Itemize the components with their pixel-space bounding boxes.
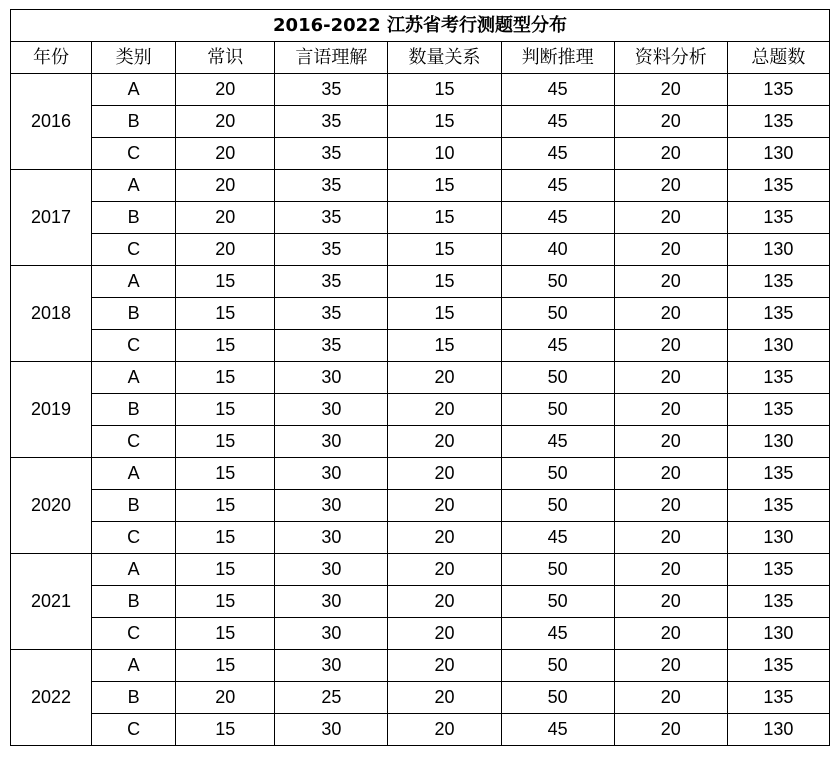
value-cell: 15 (388, 298, 501, 330)
value-cell: 45 (501, 170, 614, 202)
value-cell: 45 (501, 714, 614, 746)
year-cell: 2021 (11, 554, 92, 650)
table-row (11, 362, 830, 394)
value-cell: 20 (176, 170, 275, 202)
value-cell: 20 (388, 522, 501, 554)
header-total: 总题数 (727, 42, 829, 74)
value-cell: 130 (727, 330, 829, 362)
value-cell: 30 (275, 586, 388, 618)
table-row (11, 394, 830, 426)
value-cell: 45 (501, 74, 614, 106)
table-row (11, 330, 830, 362)
value-cell: 20 (388, 586, 501, 618)
table-row (11, 170, 830, 202)
category-cell: C (92, 618, 176, 650)
category-cell: A (92, 458, 176, 490)
header-category: 类别 (92, 42, 176, 74)
category-cell: A (92, 74, 176, 106)
value-cell: 20 (614, 426, 727, 458)
table-row (11, 426, 830, 458)
header-reasoning: 判断推理 (501, 42, 614, 74)
value-cell: 135 (727, 74, 829, 106)
value-cell: 20 (614, 138, 727, 170)
value-cell: 135 (727, 682, 829, 714)
value-cell: 130 (727, 426, 829, 458)
value-cell: 15 (388, 106, 501, 138)
value-cell: 20 (614, 330, 727, 362)
value-cell: 130 (727, 618, 829, 650)
value-cell: 50 (501, 650, 614, 682)
value-cell: 130 (727, 138, 829, 170)
value-cell: 135 (727, 554, 829, 586)
value-cell: 20 (614, 298, 727, 330)
value-cell: 20 (614, 650, 727, 682)
value-cell: 20 (176, 234, 275, 266)
category-cell: C (92, 426, 176, 458)
header-data-analysis: 资料分析 (614, 42, 727, 74)
value-cell: 135 (727, 490, 829, 522)
category-cell: B (92, 586, 176, 618)
value-cell: 50 (501, 586, 614, 618)
value-cell: 15 (176, 458, 275, 490)
value-cell: 45 (501, 330, 614, 362)
year-cell: 2022 (11, 650, 92, 746)
value-cell: 20 (388, 650, 501, 682)
value-cell: 20 (614, 618, 727, 650)
header-year: 年份 (11, 42, 92, 74)
category-cell: A (92, 554, 176, 586)
value-cell: 30 (275, 618, 388, 650)
year-cell: 2018 (11, 266, 92, 362)
value-cell: 20 (614, 586, 727, 618)
value-cell: 15 (388, 202, 501, 234)
value-cell: 20 (176, 682, 275, 714)
value-cell: 30 (275, 522, 388, 554)
value-cell: 20 (614, 170, 727, 202)
value-cell: 35 (275, 106, 388, 138)
value-cell: 50 (501, 362, 614, 394)
value-cell: 15 (388, 74, 501, 106)
value-cell: 20 (614, 74, 727, 106)
header-verbal: 言语理解 (275, 42, 388, 74)
value-cell: 135 (727, 202, 829, 234)
value-cell: 135 (727, 170, 829, 202)
value-cell: 20 (388, 554, 501, 586)
table-row (11, 618, 830, 650)
value-cell: 20 (614, 682, 727, 714)
value-cell: 20 (614, 362, 727, 394)
table-row (11, 202, 830, 234)
value-cell: 15 (176, 426, 275, 458)
value-cell: 15 (176, 330, 275, 362)
value-cell: 20 (614, 554, 727, 586)
value-cell: 30 (275, 362, 388, 394)
value-cell: 35 (275, 330, 388, 362)
value-cell: 130 (727, 522, 829, 554)
value-cell: 15 (176, 618, 275, 650)
value-cell: 135 (727, 394, 829, 426)
value-cell: 35 (275, 266, 388, 298)
table-row (11, 714, 830, 746)
value-cell: 25 (275, 682, 388, 714)
header-row (11, 42, 830, 74)
value-cell: 50 (501, 394, 614, 426)
value-cell: 30 (275, 554, 388, 586)
value-cell: 40 (501, 234, 614, 266)
category-cell: A (92, 650, 176, 682)
value-cell: 130 (727, 234, 829, 266)
value-cell: 135 (727, 298, 829, 330)
value-cell: 15 (388, 266, 501, 298)
value-cell: 45 (501, 138, 614, 170)
category-cell: C (92, 522, 176, 554)
category-cell: B (92, 394, 176, 426)
value-cell: 45 (501, 618, 614, 650)
table-row (11, 234, 830, 266)
table-row (11, 266, 830, 298)
value-cell: 15 (388, 170, 501, 202)
value-cell: 50 (501, 458, 614, 490)
value-cell: 45 (501, 106, 614, 138)
header-common-sense: 常识 (176, 42, 275, 74)
table-row (11, 106, 830, 138)
value-cell: 30 (275, 394, 388, 426)
table-row (11, 490, 830, 522)
value-cell: 20 (614, 266, 727, 298)
value-cell: 20 (388, 714, 501, 746)
value-cell: 15 (176, 586, 275, 618)
value-cell: 135 (727, 362, 829, 394)
category-cell: A (92, 170, 176, 202)
value-cell: 20 (388, 682, 501, 714)
value-cell: 20 (176, 74, 275, 106)
category-cell: C (92, 714, 176, 746)
value-cell: 135 (727, 586, 829, 618)
category-cell: B (92, 490, 176, 522)
value-cell: 45 (501, 426, 614, 458)
value-cell: 135 (727, 106, 829, 138)
value-cell: 135 (727, 458, 829, 490)
table-row (11, 74, 830, 106)
value-cell: 35 (275, 138, 388, 170)
category-cell: C (92, 330, 176, 362)
value-cell: 10 (388, 138, 501, 170)
category-cell: C (92, 234, 176, 266)
value-cell: 30 (275, 490, 388, 522)
table-row (11, 586, 830, 618)
category-cell: C (92, 138, 176, 170)
value-cell: 15 (176, 554, 275, 586)
value-cell: 20 (614, 394, 727, 426)
value-cell: 35 (275, 298, 388, 330)
value-cell: 35 (275, 170, 388, 202)
value-cell: 20 (388, 394, 501, 426)
value-cell: 30 (275, 458, 388, 490)
table-row (11, 458, 830, 490)
value-cell: 20 (614, 106, 727, 138)
value-cell: 50 (501, 682, 614, 714)
table-row (11, 138, 830, 170)
category-cell: A (92, 266, 176, 298)
value-cell: 15 (176, 522, 275, 554)
table-row (11, 298, 830, 330)
table-row (11, 522, 830, 554)
value-cell: 15 (388, 234, 501, 266)
value-cell: 35 (275, 202, 388, 234)
table-row (11, 554, 830, 586)
table-row (11, 650, 830, 682)
value-cell: 15 (176, 266, 275, 298)
year-cell: 2017 (11, 170, 92, 266)
table-title: 2016-2022 江苏省考行测题型分布 (11, 10, 830, 42)
value-cell: 50 (501, 298, 614, 330)
value-cell: 20 (388, 362, 501, 394)
value-cell: 45 (501, 522, 614, 554)
category-cell: B (92, 298, 176, 330)
value-cell: 20 (614, 490, 727, 522)
category-cell: A (92, 362, 176, 394)
value-cell: 20 (176, 106, 275, 138)
category-cell: B (92, 202, 176, 234)
value-cell: 15 (176, 394, 275, 426)
value-cell: 50 (501, 554, 614, 586)
value-cell: 45 (501, 202, 614, 234)
value-cell: 30 (275, 650, 388, 682)
value-cell: 15 (176, 650, 275, 682)
value-cell: 20 (388, 458, 501, 490)
value-cell: 135 (727, 650, 829, 682)
table-container (10, 9, 830, 746)
value-cell: 15 (176, 362, 275, 394)
year-cell: 2019 (11, 362, 92, 458)
value-cell: 20 (614, 714, 727, 746)
category-cell: B (92, 106, 176, 138)
value-cell: 50 (501, 266, 614, 298)
value-cell: 20 (614, 458, 727, 490)
value-cell: 50 (501, 490, 614, 522)
year-cell: 2016 (11, 74, 92, 170)
table-body (11, 74, 830, 746)
value-cell: 20 (176, 138, 275, 170)
value-cell: 20 (614, 522, 727, 554)
value-cell: 30 (275, 714, 388, 746)
value-cell: 30 (275, 426, 388, 458)
value-cell: 20 (614, 234, 727, 266)
value-cell: 35 (275, 74, 388, 106)
table-row (11, 682, 830, 714)
value-cell: 135 (727, 266, 829, 298)
question-distribution-table (10, 9, 830, 746)
value-cell: 15 (176, 714, 275, 746)
value-cell: 20 (388, 618, 501, 650)
value-cell: 20 (176, 202, 275, 234)
year-cell: 2020 (11, 458, 92, 554)
value-cell: 20 (388, 490, 501, 522)
value-cell: 15 (176, 298, 275, 330)
header-quantitative: 数量关系 (388, 42, 501, 74)
value-cell: 20 (388, 426, 501, 458)
value-cell: 35 (275, 234, 388, 266)
value-cell: 20 (614, 202, 727, 234)
value-cell: 130 (727, 714, 829, 746)
value-cell: 15 (176, 490, 275, 522)
category-cell: B (92, 682, 176, 714)
value-cell: 15 (388, 330, 501, 362)
